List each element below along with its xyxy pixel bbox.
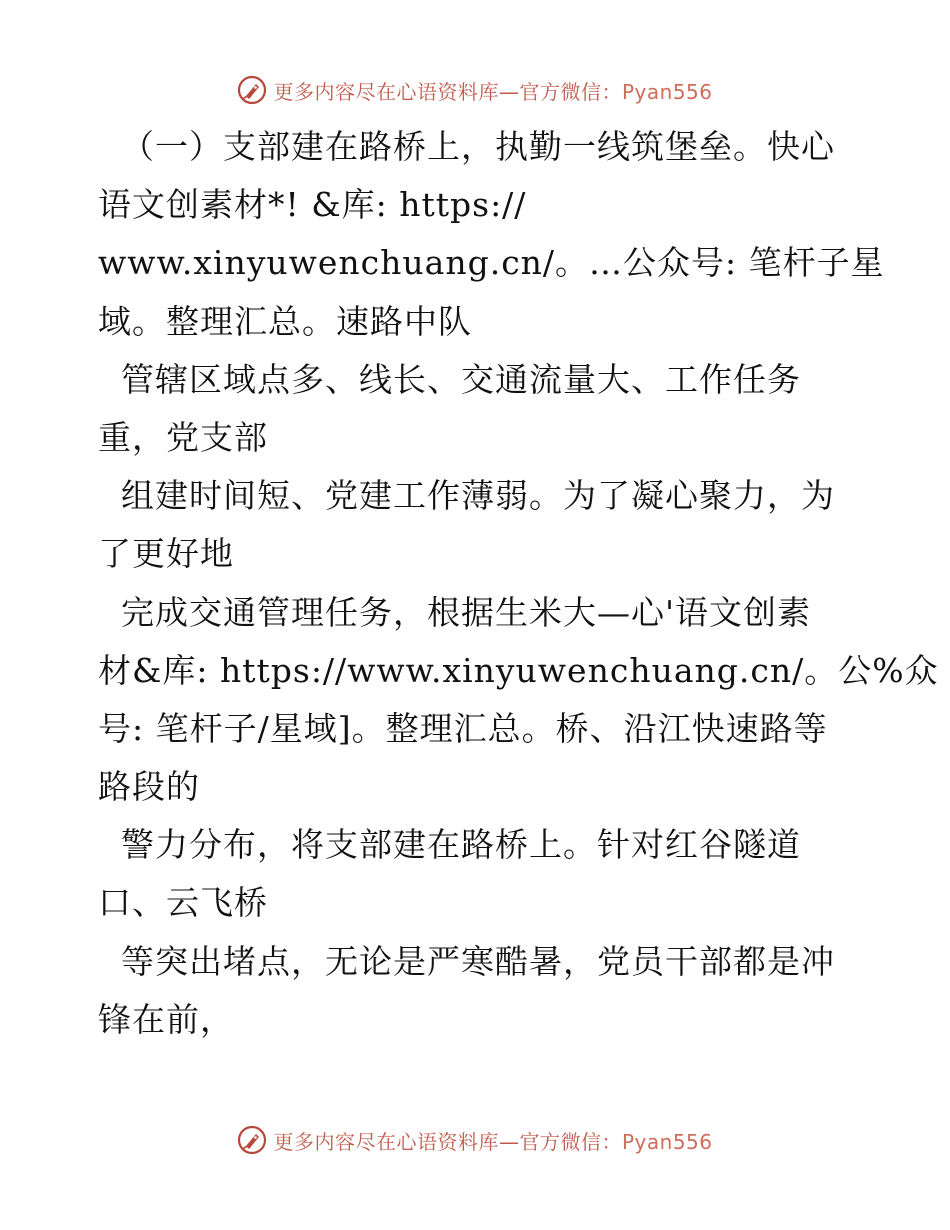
document-body [98, 118, 939, 1049]
body-line: 锋在前， [98, 999, 234, 1039]
banner-wechat-label: 官方微信： [519, 79, 622, 104]
banner-text [273, 76, 712, 105]
body-line: 管辖区域点多、线长、交通流量大、工作任务 [98, 359, 801, 399]
banner-dash: — [498, 1129, 520, 1154]
body-line: 重，党支部 [98, 417, 268, 457]
banner-dash: — [498, 79, 520, 104]
pen-nib-circle-icon [237, 1125, 267, 1155]
body-line: 域。整理汇总。速路中队 [98, 301, 472, 341]
body-line: 号: 笔杆子/星域]。整理汇总。桥、沿江快速路等 [98, 708, 828, 748]
header-banner [0, 70, 950, 110]
body-line: 警力分布，将支部建在路桥上。针对红谷隧道 [98, 825, 801, 865]
body-line: 等突出堵点，无论是严寒酷暑，党员干部都是冲 [98, 941, 835, 981]
body-line: 组建时间短、党建工作薄弱。为了凝心聚力，为 [98, 476, 835, 516]
body-line: 路段的 [98, 767, 200, 807]
body-line: 材&库: https://www.xinyuwenchuang.cn/。公%众 [98, 650, 939, 690]
banner-wechat-label: 官方微信： [519, 1129, 622, 1154]
body-line: www.xinyuwenchuang.cn/。…公众号: 笔杆子星 [98, 243, 885, 283]
body-line: 口、云飞桥 [98, 883, 268, 923]
pen-nib-circle-icon [237, 75, 267, 105]
body-line: 语文创素材*! &库: https:// [98, 185, 527, 225]
banner-slogan: 更多内容尽在心语资料库 [273, 79, 499, 104]
banner-slogan: 更多内容尽在心语资料库 [273, 1129, 499, 1154]
banner-wechat-id: Pyan556 [621, 79, 713, 104]
body-line: 完成交通管理任务，根据生米大—心'语文创素 [98, 592, 812, 632]
banner-text [273, 1126, 712, 1155]
body-line: 了更好地 [98, 534, 234, 574]
body-line: （一）支部建在路桥上，执勤一线筑堡垒。快心 [98, 127, 835, 166]
footer-banner [0, 1120, 950, 1160]
banner-wechat-id: Pyan556 [621, 1129, 713, 1154]
